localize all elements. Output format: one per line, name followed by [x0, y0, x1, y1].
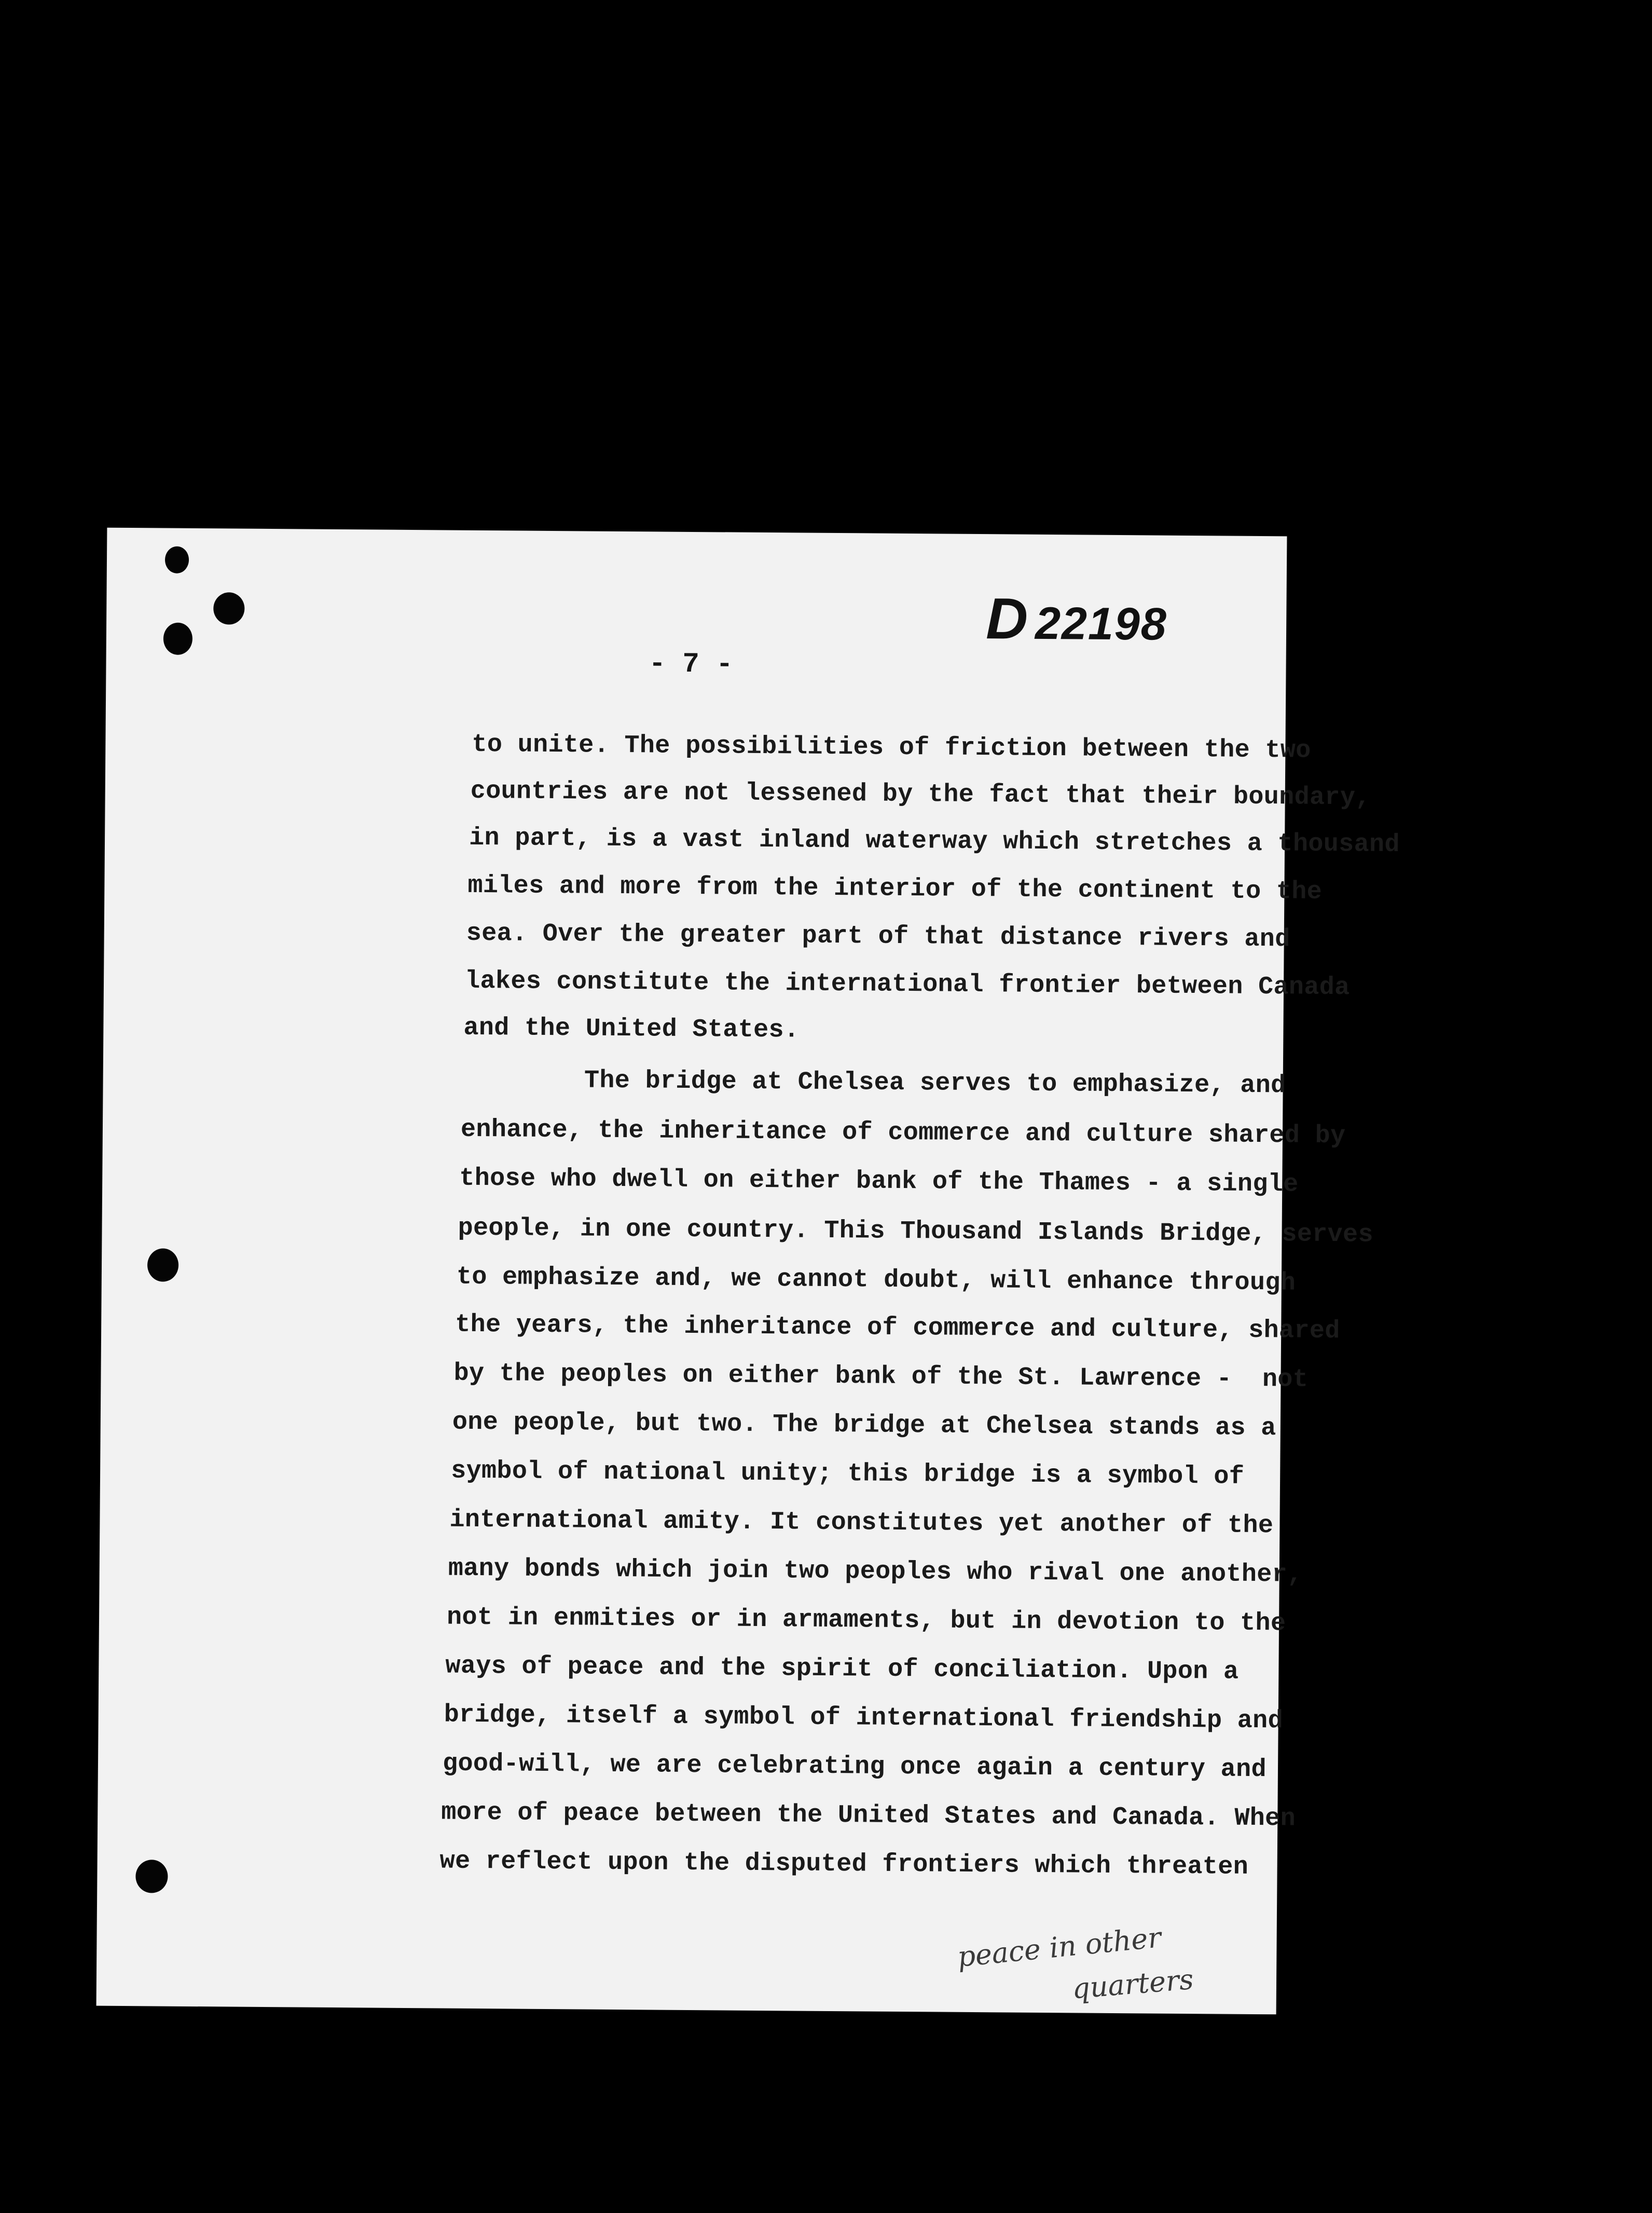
document-id-prefix: D	[985, 586, 1028, 651]
text-line: bridge, itself a symbol of international friendship and	[444, 1700, 1284, 1736]
text-line: symbol of national unity; this bridge is a symbol of	[450, 1456, 1245, 1491]
text-line: international amity. It constitutes yet another of the	[449, 1505, 1274, 1540]
text-line: to unite. The possibilities of friction between the two	[472, 730, 1311, 765]
page-number: - 7 -	[649, 648, 733, 681]
text-line: and the United States.	[463, 1013, 800, 1045]
text-line: miles and more from the interior of the continent to the	[467, 871, 1323, 906]
text-line: many bonds which join two peoples who rival one another,	[448, 1554, 1303, 1589]
text-line: ways of peace and the spirit of conciliation. Upon a	[445, 1651, 1239, 1686]
text-line: in part, is a vast inland waterway which stretches a thousand	[469, 823, 1400, 859]
text-line: more of peace between the United States and Canada. When	[441, 1798, 1296, 1833]
document-id-number: 22198	[1035, 597, 1168, 650]
handwritten-note-line-2: quarters	[1070, 1963, 1195, 2005]
text-line: we reflect upon the disputed frontiers which threaten	[439, 1847, 1249, 1881]
text-line: The bridge at Chelsea serves to emphasize, and	[462, 1065, 1286, 1100]
text-line: countries are not lessened by the fact that their boundary,	[470, 776, 1371, 812]
text-line: not in enmities or in armaments, but in devotion to the	[446, 1603, 1286, 1638]
text-line: one people, but two. The bridge at Chelsea stands as a	[452, 1408, 1276, 1443]
text-line: the years, the inheritance of commerce and culture, shared	[455, 1310, 1340, 1346]
document-page	[97, 528, 1400, 2015]
text-line: people, in one country. This Thousand Islands Bridge, serves	[458, 1213, 1374, 1249]
text-line: sea. Over the greater part of that distance rivers and	[466, 919, 1290, 954]
text-line: by the peoples on either bank of the St. Lawrence - not	[453, 1359, 1309, 1394]
text-line: lakes constitute the international frontier between Canada	[464, 966, 1350, 1002]
handwritten-note-line-1: peace in other	[956, 1921, 1163, 1974]
punch-hole-top-left	[165, 547, 189, 573]
document-body	[340, 729, 1400, 1881]
document-id-stamp	[986, 585, 1168, 653]
punch-hole-top-left-lower	[163, 623, 192, 655]
punch-hole-bottom-left	[135, 1860, 168, 1893]
text-line: those who dwell on either bank of the Thames - a single	[459, 1164, 1299, 1199]
text-line: good-will, we are celebrating once again a century and	[442, 1749, 1267, 1784]
text-line: enhance, the inheritance of commerce and culture shared by	[460, 1115, 1346, 1151]
text-line: to emphasize and, we cannot doubt, will enhance through	[456, 1262, 1296, 1297]
punch-hole-top-left-upper	[213, 592, 244, 624]
punch-hole-middle-left	[147, 1248, 178, 1281]
